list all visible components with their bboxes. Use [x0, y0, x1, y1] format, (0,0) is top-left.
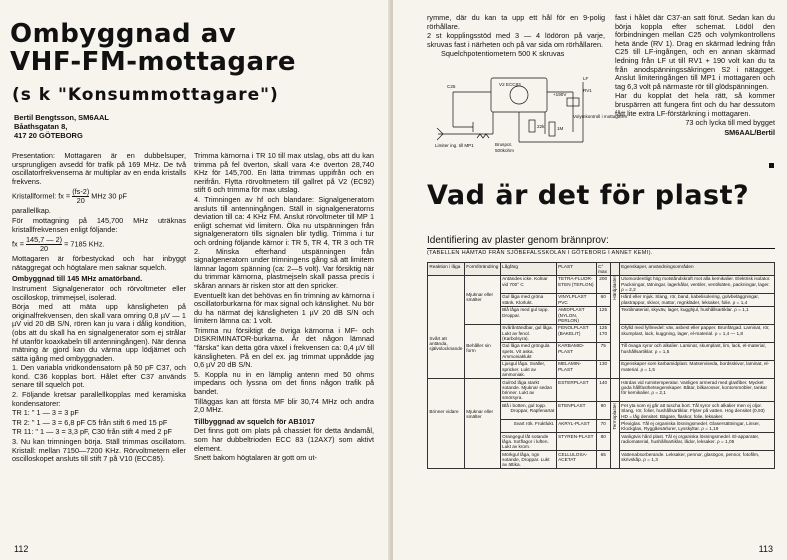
- author-name: Bertil Bengtsson, SM6AAL: [14, 113, 110, 122]
- paragraph: TR 1: " 1 — 3 = 3 pF: [12, 408, 79, 418]
- side-label-cell: [610, 378, 619, 401]
- label-tube: V2 ECC83: [499, 82, 521, 87]
- temp-cell: 75: [596, 342, 610, 360]
- paragraph: Mottagaren är förbestyckad och har inbyggt nätaggregat och högtalare men saknar squelch.: [12, 254, 186, 272]
- header-cell: Formförändring: [464, 263, 500, 276]
- paragraph: TR 2: " 1 — 3 = 6,8 pF C5 från stift 6 med 15 pF: [12, 417, 168, 427]
- paragraph: 1. Den variabla vridkondensatorn på 50 pF C37, och kond. C36 kopplas bort. Hålet efter C37 används senare till squelch pot.: [12, 363, 186, 390]
- paragraph: Trimma nu försiktigt de övriga kärnorna i MF- och DISKRIMINATOR-burkarna. Är det någon lämnad "färska" kan detta göra växel i frekvensen ca: 0,4 µV till känsligheten. På en del ex. jag trimmat uppnådde jag 0,6 µV 20 dB S/N.: [194, 325, 374, 370]
- reaction-cell: Svårt att antända, självslocknande: [428, 275, 465, 378]
- header-cell: Egenskaper, användningsområden: [619, 263, 774, 276]
- flame-cell: Orangegul låt sotande låga. Sotflagor i luften. Lukt av krom.: [500, 433, 556, 451]
- plast-cell: ETENPLAST: [556, 402, 596, 420]
- temp-cell: 90: [596, 402, 610, 420]
- paragraph: Trimma kärnorna i TR 10 till max utslag, obs att du kan trimma på fel överton, skall vara 4:e överton 28,740 KHz för 145,700. En lätta trimmas uppifrån och en nerifrån. Flytta rörvoltmetern till gallret på V2 (EC92) stift 6 och trimma för max utslag.: [194, 151, 374, 195]
- formula-tail: MHz 30 pF: [91, 191, 127, 201]
- paragraph: Instrument Signalgenerator och rörvoltmeter eller oscilloskop, trimmejsel, isolerad.: [12, 283, 186, 302]
- table-row: [428, 324, 775, 342]
- page-number: 112: [14, 544, 29, 554]
- formula-label: Kristallformel: fx =: [12, 191, 71, 201]
- flame-cell: Svåråntändbar, gul låga. Lukt av fenol. (Karbolsyra).: [500, 324, 556, 342]
- page-number: 113: [758, 544, 773, 554]
- temp-cell: 70: [596, 420, 610, 433]
- right-column-1: [427, 14, 605, 60]
- label-1m: 1M: [557, 126, 564, 131]
- author-block: [14, 113, 109, 140]
- plast-cell: CELLULOSA-ACETAT: [556, 451, 596, 469]
- header-cell: PLAST: [556, 263, 596, 276]
- formula-denominator: 20: [76, 196, 85, 206]
- paragraph: rymme, där du kan ta upp ett hål för en 9-polig rörhållare.: [427, 13, 605, 31]
- formula-fraction: [72, 188, 89, 205]
- formula-numerator: (fs-2): [72, 187, 90, 197]
- formula-numerator: 145,7 — 2): [26, 235, 63, 245]
- header-cell: Reaktion i låga: [428, 263, 465, 276]
- signature: SM6AAL/Bertil: [724, 127, 775, 137]
- temp-cell: 125: [596, 306, 610, 324]
- plast-cell: STYREN-PLAST: [556, 433, 596, 451]
- paragraph: Eventuellt kan det behövas en fin trimning av kärnorna i oscillatorburkarna för max signal och känslighet. Nu bör du ha närmat dej känsligheten 1 µV 20 dB S/N och limitern lämna ca: 1 volt.: [194, 290, 374, 326]
- paragraph: För mottagning på 145,700 MHz uträknas kristallfrekvensen enligt följande:: [12, 215, 186, 234]
- left-page: [0, 0, 393, 560]
- flame-cell: Gul låga med gröna stänk. Klorlukt.: [500, 293, 556, 306]
- props-cell: Vattenabsorberande. Leksaker, pennor, glasögon, pennor, fotofilm, skrivskåp. ρ = 1,3: [619, 451, 774, 469]
- table-title: Identifiering av plaster genom brännprov:: [427, 235, 775, 249]
- paragraph: 4. Trimningen av hf och blandare: Signalgeneratorn ansluts till antenningången. Ställ in signalgeneratorns deviation till ca: 4 KHz FM. Anslut rörvoltmeter till MP 1 enligt schemat vid limitern. Öka nu utspänningen från signalgeneratorn tills signalen blir tydlig. Trimma i tur och ordning följande kärnor i: TR 5, TR 4, TR 3 och TR 2. Minska efterhand utspänningen från signalgeneratorn under trimningens gång så att limitern lämnar lagom spänning (ca: 2—5 volt). Var försiktig när du trimmar kärnorna, plastmejseln skall passa precis i skåran annars är risken stor att den spricker.: [194, 194, 374, 290]
- plast-cell: VINYLPLAST PVC: [556, 293, 596, 306]
- temp-cell: 65: [596, 451, 610, 469]
- author-city: 417 20 GÖTEBORG: [14, 131, 83, 140]
- paragraph: 3. Nu kan trimningen börja. Ställ trimmas oscillatorn. Kristall: mellan 7150—7200 KHz. Rörvoltmetern eller oscilloskopet ansluts till stift 7 på V10 (ECC85).: [12, 437, 186, 464]
- right-page: [393, 0, 787, 560]
- label-limiter: Limiter ing. till MP1: [435, 143, 474, 148]
- temp-cell: 80: [596, 433, 610, 451]
- paragraph: Presentation: Mottagaren är en dubbelsuper, ursprungligen avsedd för trafik på 169 MHz. De två oscillatorfrekvenserna är multiplar av en enda kristalls frekvens.: [12, 151, 186, 186]
- frequency-formula: [12, 236, 186, 253]
- paragraph: 2 st kopplingsstöd med 3 — 4 lödöron på varje, skruvas fast i närheten och på var sida om rörhållaren.: [427, 31, 605, 49]
- flame-cell: Gulröd låga starkt sotande. Mjuknar sedan brinner. Lukt av smörsyra.: [500, 378, 556, 401]
- paragraph: Snett bakom högtalaren är gott om ut-: [194, 453, 317, 463]
- right-column-2: [615, 14, 775, 138]
- plast-cell: KARBAMID-PLAST: [556, 342, 596, 360]
- temp-cell: 130: [596, 360, 610, 378]
- label-500k: 500kohm: [495, 148, 514, 153]
- props-cell: Textilmaterial, skyväv, lager, kugghjul, hushållsartiklar. ρ = 1,1: [619, 306, 774, 324]
- flame-text: Blå i botten, gul topp.: [502, 402, 547, 408]
- formula-label: fx =: [12, 239, 24, 249]
- left-column-2: [194, 152, 374, 464]
- side-label: Härdplaster: [612, 276, 618, 301]
- paragraph: parallellkap.: [12, 206, 51, 216]
- flame-cell: Mörkgul låga, ngn sotande, Droppar. Lukt av ättika.: [500, 451, 556, 469]
- flame-cell: Blå låga med gul topp. Droppar.: [500, 306, 556, 324]
- table-row: [428, 275, 775, 293]
- flame-cell: [500, 402, 556, 420]
- dropping-note: Droppar, Rapfenartat: [510, 408, 555, 414]
- header-cell: [610, 263, 619, 276]
- plast-cell: MELAMIN-PLAST: [556, 360, 596, 378]
- paragraph: Har du kopplat det hela rätt, så kommer bruspärren att fungera fint och du har dessutom fått lite extra LF-förstärkning i mottagaren.: [615, 91, 775, 118]
- formula-tail: = 7185 KHz.: [64, 239, 105, 249]
- temp-cell: 200: [596, 275, 610, 293]
- author-street: Båathsgatan 8,: [14, 122, 68, 131]
- plast-cell: ESTERPLAST: [556, 378, 596, 401]
- table-subtitle: (TABELLEN HÄMTAD FRÅN SJÖBEFALSSKOLAN I GÖTEBORG I ANNET KEMI).: [427, 250, 653, 256]
- header-cell: Lågfärg: [500, 263, 556, 276]
- formula-denominator: 20: [39, 244, 49, 254]
- props-cell: Plexiglas. Tål ej organiska lösningsmedel. Glasersättningar, Linser, Klockglas, Ryggåesärlurer, Lysskyltar. ρ = 1,19: [619, 420, 774, 433]
- paragraph: 5. Koppla nu in en lämplig antenn med 50 ohms impedans och lyssna om det finns någon trafik på bandet.: [194, 369, 374, 397]
- crystal-formula: [12, 188, 186, 205]
- flame-cell: Ljusgul låga. Sväller, spricker. Lukt av ammoniak.: [500, 360, 556, 378]
- header-cell: C° max: [596, 263, 610, 276]
- reaction-cell: Brinner vidare: [428, 378, 465, 468]
- left-column-1: [12, 152, 186, 465]
- flame-cell: Svart rök. Fruktlukt.: [500, 420, 556, 433]
- plast-cell: FENOLPLAST (BAKELIT): [556, 324, 596, 342]
- article-title: Ombyggnad av VHF-FM-mottagare: [10, 19, 297, 77]
- paragraph: Det finns gott om plats på chassiet för detta ändamål, som har dubbeltrioden ECC 83 (12AX7) som aktivt element.: [194, 426, 374, 453]
- props-cell: Till övaga syror och alkalier. Laminat, skumplast, lim, lack, el-material, hushållsartiklar. ρ = 1,5: [619, 342, 774, 360]
- squelch-schematic: [433, 72, 628, 160]
- plast-cell: AMIDPLAST (NYLON, PERLON): [556, 306, 596, 324]
- props-cell: Hård eller mjuk. Slang, rör, band, kabelisolering, golvbeläggningar, plastrappor, skivor, mattor, regnkläder, leksaker, folie. ρ = 1,4: [619, 293, 774, 306]
- section-heading: Ombyggnad till 145 MHz amatörband.: [12, 274, 143, 284]
- label-rv1: RV1: [583, 88, 592, 93]
- table-header-row: [428, 263, 775, 276]
- label-22k: 22k: [537, 124, 545, 129]
- props-cell: Utomordentligt hög motståndskraft mot alla kemikalier. Elektrisk isolator. Packningar, tätningar, lagerkålar, ventiler, ventilsäten, packningar, lager. ρ = 2,2: [619, 275, 774, 293]
- plast-cell: AKRYL-PLAST: [556, 420, 596, 433]
- side-label-cell: [610, 275, 619, 378]
- props-cell: Fet yta som ej går att tuscha bort. Tål syror och alkalier men ej oljor. Slang, rör, folier, hushållsartiklar. Flyter på vatten. Hög densitet (0,93) HD = låg densitet. Bägare, flaskor, folie, leksaker.: [619, 402, 774, 420]
- section-title: Vad är det för plast?: [427, 180, 750, 211]
- end-mark: [769, 163, 774, 168]
- plastic-identification-table: [427, 262, 775, 469]
- paragraph: fast i hålet där C37-an satt förut. Sedan kan du börja koppla efter schemat. Lödöl den förbindningen mellan C25 och volymkontrollens heta ände (RV 1). Drag en skärmad ledning från C25 till LF-ingången, och en annan skärmad ledning från LF ut till RV1 + 190 volt kan du ta från anodspänningssäkringen S2 i nätagget. Anslut limiteringången till MP1 i mottagaren och tag 6,3 volt på närmaste rör till glödspänningen.: [615, 13, 775, 91]
- section-heading: Tillbyggnad av squelch för AB1017: [194, 416, 315, 426]
- formula-fraction: [26, 236, 62, 253]
- props-cell: Ofylld med fyllmedel: väv, asbest eller papper. Brunfärgad. Laminat, rör, skumplast, lack, kuggning, lager, el-material. ρ = 1,4 — 1,8: [619, 324, 774, 342]
- temp-cell: 60: [596, 293, 610, 306]
- label-c25: C25: [447, 84, 456, 89]
- paragraph: Tilläggas kan att första MF blir 30,74 MHz och andra 2,0 MHz.: [194, 396, 374, 415]
- paragraph: 73 och lycka till med bygget: [685, 118, 775, 128]
- temp-cell: 125 170: [596, 324, 610, 342]
- label-190v: +190V: [553, 92, 567, 97]
- props-cell: Egenskaper som karbamidplast. Matserviseda, bordsskivor, laminat, el-material. ρ = 1,5: [619, 360, 774, 378]
- form-cell: Mjuknar eller smälter: [464, 378, 500, 468]
- table-row: [428, 378, 775, 401]
- paragraph: Squelchpotentiometern 500 K skruvas: [441, 49, 565, 59]
- form-cell: Behåller sin form: [464, 324, 500, 378]
- label-volume: Volymkontroll i mottagaren: [573, 114, 628, 119]
- side-label: Termoplaster: [612, 402, 618, 430]
- form-cell: Mjuknar eller smälter: [464, 275, 500, 324]
- flame-cell: Gul låga med gröngula spets. Vit aska. Ammoniaklukt: [500, 342, 556, 360]
- flame-cell: Antändes icke. Kolnar vid 700° C: [500, 275, 556, 293]
- props-cell: Härdas vid rumstemperatur. Vanligen armerad med glasfiber. Mycket goda hållfasthetsegenskaper. Båtar, bilkarosser, kontorsmöbler, tankar för kemikalier. ρ = 2,1: [619, 378, 774, 401]
- plast-cell: TETRA-FLUOR-ETEN (TEFLON): [556, 275, 596, 293]
- temp-cell: 140: [596, 378, 610, 401]
- article-subtitle: (s k "Konsummottagare"): [12, 85, 279, 105]
- paragraph: 2. Följande kretsar parallellkopplas med keramiska kondensatorer:: [12, 390, 186, 408]
- props-cell: Vanligtvis hård plast. Tål ej organiska lösningsmedel. El-apparater, radiomaterial, hushållsartiklar, lådor, leksaker. ρ = 1,05: [619, 433, 774, 451]
- label-lf: LF: [583, 76, 589, 81]
- paragraph: Börja med att mäta upp känsligheten på originalfrekvensen, den skall vara omring 0,8 µV — 1 µV vid 20 dB S/N, rören kan ju vara i dålig kondition, (obs att du skall ha en signalgenerator som ej strålar hf utanför koaxkabeln till antenningången). När denna mätning är gjord kan du värma upp lödjärnet och sätta igång med ombyggnaden.: [12, 302, 186, 363]
- label-brus: Bruspot.: [495, 142, 513, 147]
- side-label-cell: [610, 402, 619, 469]
- paragraph: TR 11: " 1 — 3 = 3,3 pF, C30 från stift 4 med 2 pF: [12, 427, 173, 437]
